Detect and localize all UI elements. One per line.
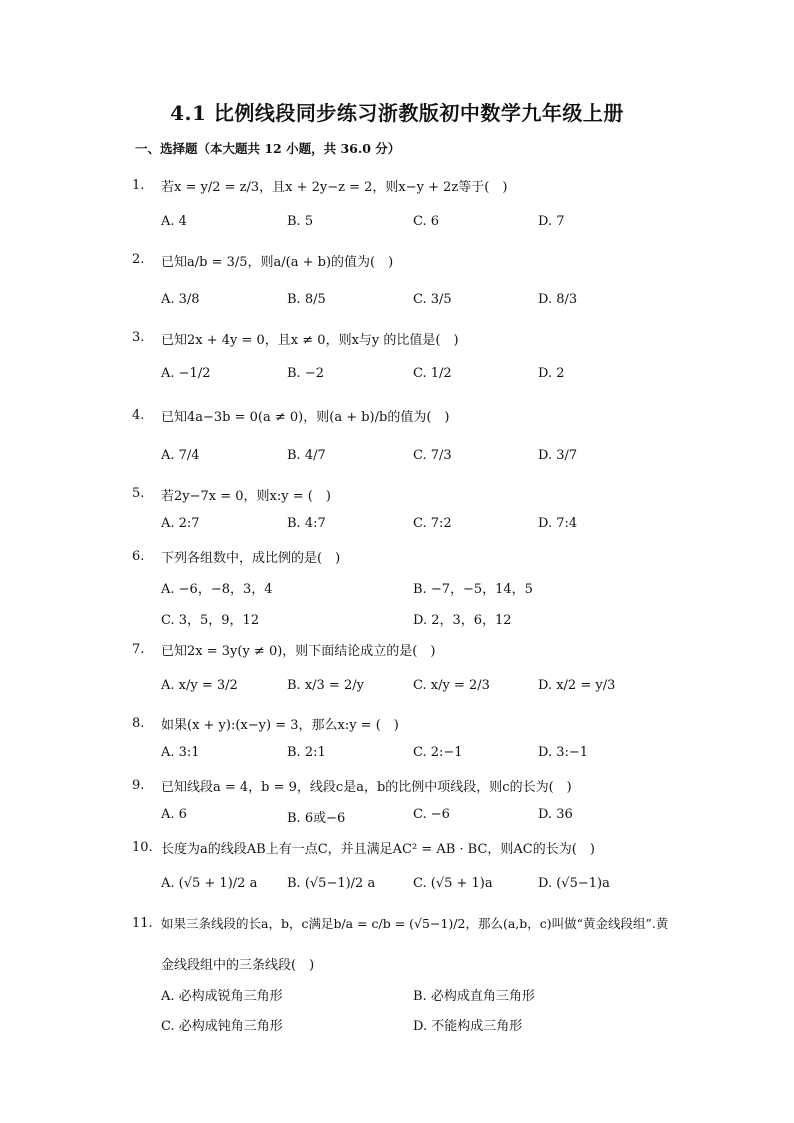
option-b: B. 6或−6 (287, 811, 346, 826)
option-a: A. 3/8 (161, 292, 200, 307)
option-b: B. 8/5 (287, 292, 326, 307)
question-number: 8. (132, 716, 145, 731)
option-d: D. 3/7 (538, 448, 578, 463)
option-a: A. 3:1 (161, 745, 200, 760)
option-b: B. (√5−1)/2 a (287, 876, 376, 891)
option-a: A. x/y = 3/2 (161, 678, 238, 693)
question-text: 若2y−7x = 0，则x:y = ( ) (161, 489, 331, 504)
option-d: D. 2，3，6，12 (413, 613, 512, 628)
option-c: C. 2:−1 (413, 745, 463, 760)
question-number: 11. (132, 916, 153, 931)
option-b: B. −7，−5，14，5 (413, 582, 533, 597)
option-d: D. x/2 = y/3 (538, 678, 616, 693)
option-b: B. 2:1 (287, 745, 326, 760)
question-number: 4. (132, 408, 145, 423)
question-number: 6. (132, 549, 145, 564)
question-text: 长度为a的线段AB上有一点C，并且满足AC² = AB · BC，则AC的长为( ) (161, 842, 595, 857)
question-number: 5. (132, 486, 145, 501)
section-heading: 一、选择题（本大题共 12 小题，共 36.0 分） (135, 141, 401, 156)
option-c: C. 1/2 (413, 366, 452, 381)
option-b: B. 4/7 (287, 448, 326, 463)
option-b: B. x/3 = 2/y (287, 678, 364, 693)
option-c: C. 6 (413, 214, 440, 229)
question-number: 9. (132, 778, 145, 793)
question-text-continued: 金线段组中的三条线段( ) (161, 958, 315, 973)
option-c: C. x/y = 2/3 (413, 678, 490, 693)
option-a: A. 7/4 (161, 448, 200, 463)
option-a: A. −1/2 (161, 366, 211, 381)
question-text: 已知a/b = 3/5，则a/(a + b)的值为( ) (161, 255, 394, 270)
option-c: C. −6 (413, 807, 450, 822)
question-text: 如果(x + y):(x−y) = 3，那么x:y = ( ) (161, 718, 399, 733)
page-title: 4.1 比例线段同步练习浙教版初中数学九年级上册 (170, 101, 624, 125)
option-c: C. 7:2 (413, 516, 452, 531)
question-text: 若x = y/2 = z/3，且x + 2y−z = 2，则x−y + 2z等于( ) (161, 180, 508, 195)
option-c: C. (√5 + 1)a (413, 876, 493, 891)
option-d: D. 8/3 (538, 292, 578, 307)
option-a: A. −6，−8，3，4 (161, 582, 273, 597)
option-b: B. 5 (287, 214, 314, 229)
option-a: A. 2:7 (161, 516, 200, 531)
option-d: D. 7 (538, 214, 565, 229)
question-text: 已知4a−3b = 0(a ≠ 0)，则(a + b)/b的值为( ) (161, 410, 450, 425)
option-a: A. 4 (161, 214, 187, 229)
option-d: D. 36 (538, 807, 573, 822)
option-a: A. (√5 + 1)/2 a (161, 876, 258, 891)
question-text: 已知2x + 4y = 0，且x ≠ 0，则x与y 的比值是( ) (161, 333, 459, 348)
option-d: D. 3:−1 (538, 745, 589, 760)
option-b: B. 4:7 (287, 516, 326, 531)
option-d: D. 不能构成三角形 (413, 1019, 523, 1034)
option-a: A. 必构成锐角三角形 (161, 989, 283, 1004)
option-a: A. 6 (161, 807, 187, 822)
question-text: 已知2x = 3y(y ≠ 0)，则下面结论成立的是( ) (161, 644, 436, 659)
question-number: 3. (132, 330, 145, 345)
option-c: C. 7/3 (413, 448, 452, 463)
option-d: D. (√5−1)a (538, 876, 610, 891)
option-b: B. 必构成直角三角形 (413, 989, 535, 1004)
question-text: 如果三条线段的长a，b，c满足b/a = c/b = (√5−1)/2，那么(a,b，c)叫做“黄金线段组”.黄 (161, 916, 669, 931)
question-number: 1. (132, 178, 145, 193)
question-text: 下列各组数中，成比例的是( ) (161, 551, 341, 566)
option-d: D. 7:4 (538, 516, 578, 531)
option-d: D. 2 (538, 366, 565, 381)
question-number: 2. (132, 252, 145, 267)
question-text: 已知线段a = 4，b = 9，线段c是a，b的比例中项线段，则c的长为( ) (161, 780, 572, 795)
question-number: 7. (132, 642, 145, 657)
option-c: C. 3/5 (413, 292, 452, 307)
option-c: C. 3，5，9，12 (161, 613, 260, 628)
option-c: C. 必构成钝角三角形 (161, 1019, 283, 1034)
option-b: B. −2 (287, 366, 324, 381)
question-number: 10. (132, 840, 153, 855)
